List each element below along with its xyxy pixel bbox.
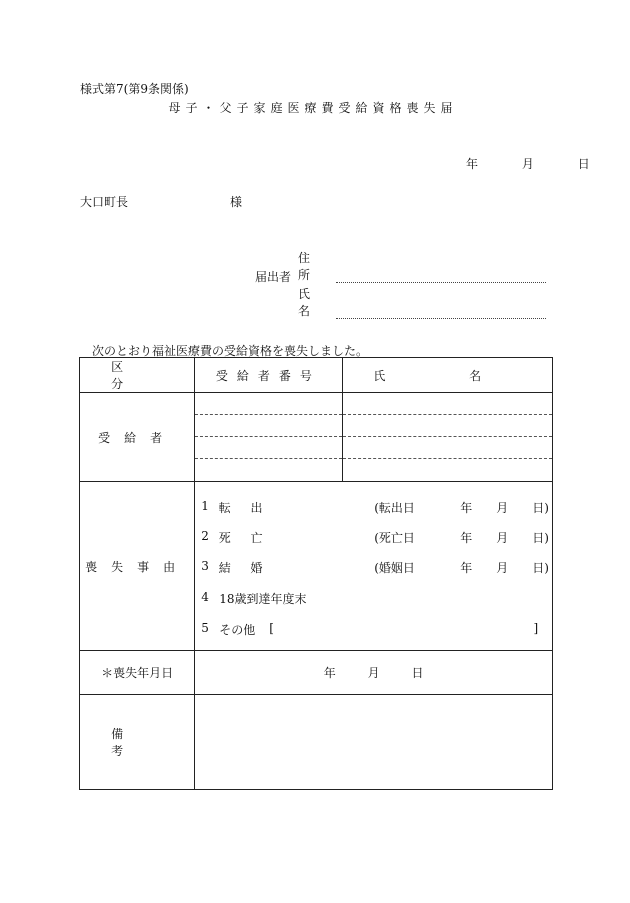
reason-date-day: 日) bbox=[532, 501, 549, 515]
date-month: 月 bbox=[521, 157, 534, 171]
loss-date-row bbox=[80, 651, 553, 695]
reason-date-year: 年 bbox=[460, 501, 473, 515]
loss-date-day: 日 bbox=[411, 666, 424, 680]
form-id: 様式第7(第9条関係) bbox=[80, 82, 189, 96]
notes-cell[interactable] bbox=[195, 695, 553, 790]
reason-date-day: 日) bbox=[532, 531, 549, 545]
name-label: 氏 名 bbox=[298, 287, 317, 318]
address-field[interactable] bbox=[298, 249, 546, 283]
reason-item-moved-out[interactable] bbox=[201, 499, 549, 516]
reason-label: 喪失事由 bbox=[80, 482, 195, 651]
recipient-row bbox=[80, 393, 553, 482]
table-header-row bbox=[80, 358, 553, 393]
reason-date-month: 月 bbox=[496, 501, 509, 515]
reason-item-age-18[interactable] bbox=[201, 590, 546, 607]
reason-date bbox=[374, 559, 549, 576]
loss-date-month: 月 bbox=[367, 666, 380, 680]
recipient-name-cell[interactable] bbox=[342, 393, 552, 482]
reason-text: その他 bbox=[219, 623, 256, 637]
applicant-label: 届出者 bbox=[255, 270, 292, 284]
reason-date-label: (婚姻日 bbox=[374, 561, 415, 575]
reason-date-label: (転出日 bbox=[374, 501, 415, 515]
reason-date-day: 日) bbox=[532, 561, 549, 575]
recipient-name-line-2[interactable] bbox=[343, 415, 552, 437]
recipient-name-line-3[interactable] bbox=[343, 437, 552, 459]
reason-date-year: 年 bbox=[460, 531, 473, 545]
form-table bbox=[79, 357, 553, 790]
recipient-number-line-3[interactable] bbox=[195, 437, 341, 459]
reason-text: 転 出 bbox=[218, 501, 271, 515]
recipient-number-line-1[interactable] bbox=[195, 393, 341, 415]
reason-item-marriage[interactable] bbox=[201, 559, 549, 576]
recipient-name-line-1[interactable] bbox=[343, 393, 552, 415]
other-bracket-open: [ bbox=[269, 621, 274, 635]
reason-num: 2 bbox=[201, 529, 209, 543]
notes-label: 備 考 bbox=[80, 695, 195, 790]
recipient-name-line-4[interactable] bbox=[343, 459, 552, 481]
address-input-line[interactable] bbox=[336, 268, 546, 283]
reason-text: 死 亡 bbox=[218, 531, 271, 545]
date-day: 日 bbox=[577, 157, 590, 171]
reason-date-month: 月 bbox=[496, 531, 509, 545]
form-title-text: 母子・父子家庭医療費受給資格喪失届 bbox=[168, 101, 458, 115]
addressee-name: 大口町長 bbox=[80, 195, 129, 209]
recipient-label: 受給者 bbox=[80, 393, 195, 482]
other-bracket-close: ] bbox=[533, 621, 539, 635]
reason-date bbox=[374, 529, 549, 546]
reason-cell bbox=[195, 482, 553, 651]
loss-date-cell[interactable] bbox=[195, 651, 553, 695]
reason-date-label: (死亡日 bbox=[374, 531, 415, 545]
statement-text: 次のとおり福祉医療費の受給資格を喪失しました。 bbox=[92, 344, 369, 358]
recipient-number-cell[interactable] bbox=[195, 393, 342, 482]
recipient-number-line-4[interactable] bbox=[195, 459, 341, 481]
reason-item-death[interactable] bbox=[201, 529, 549, 546]
addressee-honorific: 様 bbox=[230, 195, 243, 209]
reason-date-year: 年 bbox=[460, 561, 473, 575]
notes-row bbox=[80, 695, 553, 790]
reason-num: 3 bbox=[201, 559, 209, 573]
name-input-line[interactable] bbox=[336, 304, 546, 319]
loss-date-label: ＊喪失年月日 bbox=[80, 651, 195, 695]
submission-date bbox=[460, 155, 590, 172]
reason-num: 1 bbox=[201, 499, 209, 513]
reason-text: 18歳到達年度末 bbox=[219, 592, 307, 606]
loss-date-year: 年 bbox=[323, 666, 336, 680]
reason-item-other[interactable] bbox=[201, 621, 546, 638]
reason-row bbox=[80, 482, 553, 651]
recipient-number-line-2[interactable] bbox=[195, 415, 341, 437]
name-field[interactable] bbox=[298, 285, 546, 319]
header-recipient-number: 受給者番号 bbox=[195, 358, 342, 393]
reason-num: 4 bbox=[201, 590, 209, 604]
reason-date bbox=[374, 499, 549, 516]
address-label: 住 所 bbox=[298, 251, 317, 282]
form-title bbox=[0, 99, 630, 116]
date-year: 年 bbox=[466, 157, 479, 171]
header-category: 区 分 bbox=[80, 358, 195, 393]
header-name: 氏 名 bbox=[342, 358, 552, 393]
reason-num: 5 bbox=[201, 621, 209, 635]
reason-text: 結 婚 bbox=[218, 561, 271, 575]
reason-date-month: 月 bbox=[496, 561, 509, 575]
